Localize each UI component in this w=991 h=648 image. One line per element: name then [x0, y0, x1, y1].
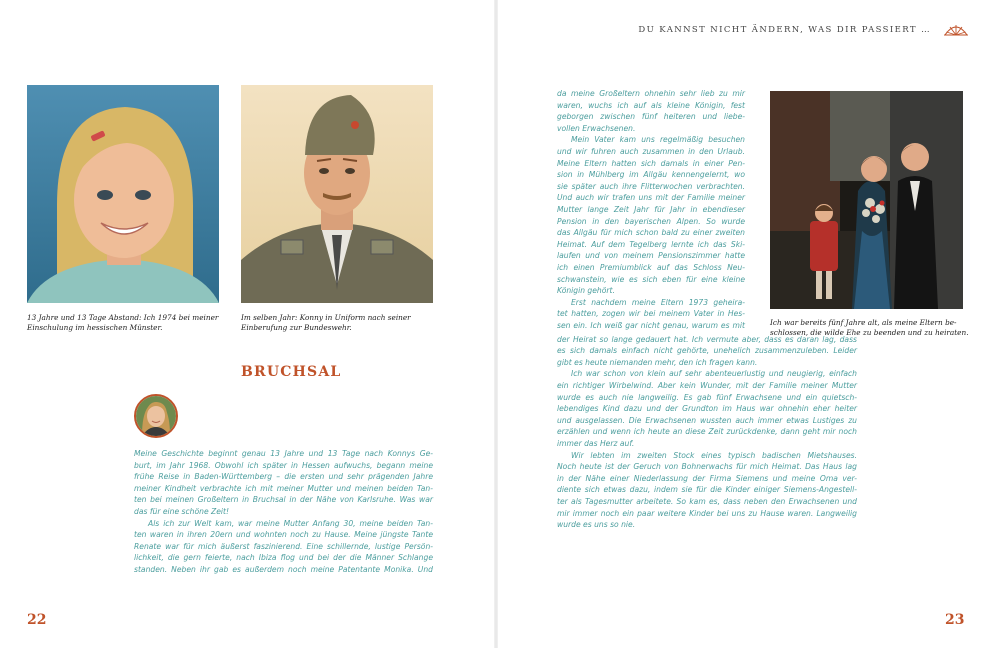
- text-line: immer das Herz auf.: [557, 438, 635, 448]
- text-line: ter als Tagesmutter arbeitete. So kam es, dass neben den Erwachsenen und: [557, 496, 857, 506]
- text-line: Als ich zur Welt kam, war meine Mutter Anfang 30, meine beiden Tan-: [148, 518, 433, 528]
- caption-line: schlossen, die wilde Ehe zu beenden und zu heiraten.: [770, 328, 969, 337]
- text-line: mir immer noch ein paar weitere Kinder bei uns zu Hause waren. Langweilig: [557, 508, 857, 518]
- text-line: tet hatten, zogen wir bei meinem Vater in Hes-: [557, 309, 745, 319]
- text-line: sion in Mühlberg im Allgäu kennengelernt, wo: [557, 170, 745, 180]
- photo-soldier: [241, 85, 433, 303]
- text-line: Heimat. Auf dem Tegelberg lernte ich das Ski-: [557, 239, 745, 249]
- text-line: Königin gehört.: [557, 286, 615, 296]
- text-line: frühe Reise in Baden-Württemberg – die ersten und sehr prägenden Jahre: [134, 472, 433, 482]
- text-line: geborgen zwischen fünf heiteren und liebe-: [557, 112, 745, 122]
- text-line: laufen und von meinem Pensionszimmer hatte: [557, 251, 745, 261]
- caption-line: 13 Jahre und 13 Tage Abstand: Ich 1974 bei meiner: [27, 313, 219, 322]
- text-line: sen ein. Ich weiß gar nicht genau, warum es mit: [557, 320, 745, 330]
- text-line: sie später auch ihre Flitterwochen verbrachten.: [557, 181, 745, 191]
- text-line: Pension in den bayerischen Alpen. So wurde: [557, 216, 745, 226]
- text-line: lichkeit, die gern feierte, nach Ibiza flog und bei der die Männer Schlange: [134, 553, 433, 563]
- photo-girl: [27, 85, 219, 303]
- caption-line: Einschulung im hessischen Münster.: [27, 323, 163, 332]
- text-line: vollen Erwachsenen.: [557, 123, 636, 133]
- text-line: ich einen Premiumblick auf das Schloss Neu-: [557, 262, 745, 272]
- text-line: Noch heute ist der Geruch von Bohnerwachs für mich Heimat. Das Haus lag: [557, 462, 857, 472]
- text-line: gibt es heute niemanden mehr, den ich fragen kann.: [557, 357, 758, 367]
- text-line: wurde es auch nie langweilig. Es gab fünf Erwachsene und ein quietsch-: [557, 392, 857, 402]
- text-line: ein richtiger Wirbelwind. Aber kein Wunder, mit der Familie meiner Mutter: [557, 380, 857, 390]
- text-line: standen. Neben ihr gab es außerdem noch meine Patentante Monika. Und: [134, 564, 433, 574]
- caption-line: Einberufung zur Bundeswehr.: [241, 323, 352, 332]
- text-line: und wir fuhren auch zusammen in den Urlaub.: [557, 146, 745, 156]
- text-line: schwanstein, wie es sich eben für eine kleine: [557, 274, 745, 284]
- text-line: waren, wuchs ich auf als kleine Königin, fest: [557, 100, 745, 110]
- text-line: der Heirat so lange gedauert hat. Ich vermute aber, dass es daran lag, dass: [557, 334, 857, 344]
- text-line: und ausgelassen. Die Erwachsenen wussten auch immer etwas Lustiges zu: [557, 415, 857, 425]
- text-line: das Allgäu für mich schon bald zu einer zweiten: [557, 228, 745, 238]
- text-line: Meine Geschichte beginnt genau 13 Jahre und 13 Tage nach Konnys Ge-: [134, 449, 433, 458]
- photo-wedding: [770, 91, 963, 309]
- text-line: meiner Kindheit verbrachte ich mit meiner Mutter und meinen beiden Tan-: [134, 483, 433, 493]
- text-line: Ich war schon von klein auf sehr abenteuerlustig und neugierig, einfach: [571, 369, 857, 379]
- text-line: diente sich etwas dazu, indem sie für die Kinder einiger Siemens-Angestell-: [557, 485, 857, 495]
- left-body-text: [134, 448, 433, 576]
- caption-line: Ich war bereits fünf Jahre alt, als meine Eltern be-: [770, 318, 957, 327]
- text-line: Meine Eltern hatten sich damals in einer Pen-: [557, 158, 745, 168]
- book-gutter: [494, 0, 498, 648]
- text-line: erzählen und wenn ich heute an diese Zeit zurückdenke, dann geht mir noch: [557, 427, 857, 437]
- text-line: ten waren in ihren 20ern und wohnten noch zu Hause. Meine jüngste Tante: [134, 530, 433, 540]
- text-line: ten bei meinen Großeltern in Bruchsal in der Nähe von Karlsruhe. Was war: [134, 495, 433, 505]
- author-portrait-icon: [134, 394, 178, 438]
- text-line: es sich damals einfach nicht gehörte, unehelich zusammenzuleben. Leider: [557, 346, 857, 356]
- caption-wedding: [770, 318, 970, 338]
- text-line: in der Nähe einer Niederlassung der Firma Siemens und meine Oma ver-: [557, 473, 857, 483]
- text-line: Und auch wir trafen uns mit der Familie meiner: [557, 193, 745, 203]
- page-number-right: 23: [945, 612, 965, 628]
- text-line: burt, im Jahr 1968. Obwohl ich später in Hessen aufwuchs, begann meine: [134, 460, 433, 470]
- caption-soldier: [241, 313, 441, 333]
- text-line: das für eine schöne Zeit!: [134, 506, 230, 516]
- text-line: Erst nachdem meine Eltern 1973 geheira-: [571, 297, 745, 307]
- text-line: da meine Großeltern ohnehin sehr lieb zu mir: [557, 89, 745, 98]
- page-number-left: 22: [27, 612, 47, 628]
- text-line: lebendiges Kind dazu und der Grundton im Haus war ohnehin eher heiter: [557, 404, 857, 414]
- text-line: Mein Vater kam uns regelmäßig besuchen: [571, 135, 745, 145]
- section-title: BRUCHSAL: [241, 364, 342, 380]
- text-line: Renate war für mich äußerst faszinierend. Eine schillernde, lustige Persön-: [134, 541, 433, 551]
- right-body-text-narrow: [557, 88, 745, 331]
- text-line: Wir lebten im zweiten Stock eines typisch badischen Mietshauses.: [571, 450, 857, 460]
- sunburst-ornament-icon: [943, 22, 969, 36]
- text-line: Mutter lange Zeit Jahr für Jahr in ebendieser: [557, 204, 745, 214]
- right-body-text-wide: [557, 334, 857, 531]
- text-line: wurde es uns so nie.: [557, 520, 636, 530]
- running-head: DU KANNST NICHT ÄNDERN, WAS DIR PASSIERT …: [638, 25, 931, 35]
- caption-girl: [27, 313, 227, 333]
- caption-line: Im selben Jahr: Konny in Uniform nach seiner: [241, 313, 411, 322]
